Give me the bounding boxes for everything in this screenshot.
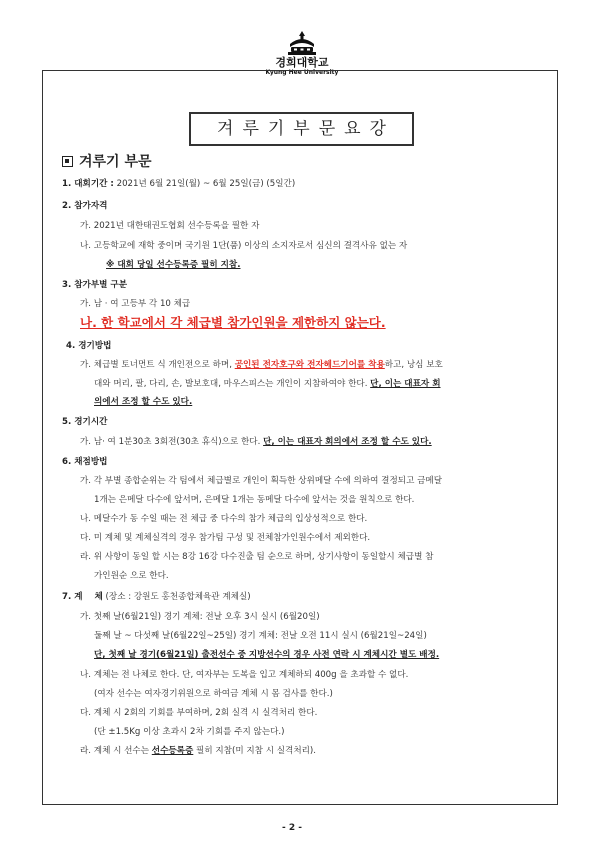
weighin-item-ra-post: 필히 지참(미 지참 시 실격처리).: [193, 746, 317, 756]
period-label: 1. 대회기간 :: [62, 179, 114, 189]
square-bullet-icon: [62, 156, 73, 167]
weighin-item-ra: [80, 745, 316, 757]
scoring-item-ra-1: 라. 위 사항이 동일 할 시는 8강 16강 다수진출 팀 순으로 하며, 상기사항이 동일할시 체급별 참: [80, 552, 434, 562]
weighin-heading-line: [62, 591, 251, 603]
scoring-item-ga-2: 1개는 은메달 다수에 앞서며, 은메달 1개는 동메달 다수에 앞서는 것을 원칙으로 한다.: [94, 495, 415, 505]
university-emblem-icon: [285, 30, 319, 56]
method-line-1-pre: 가. 체급별 토너먼트 식 개인전으로 하며,: [80, 360, 235, 370]
eligibility-item-na: 나. 고등학교에 재학 중이며 국기원 1단(품) 이상의 소지자로서 심신의 결격사유 없는 자: [80, 241, 408, 251]
scoring-item-na: 나. 메달수가 동 수일 때는 전 체급 중 다수의 참가 체급의 입상성적으로 한다.: [80, 514, 368, 524]
scoring-heading: 6. 채점방법: [62, 457, 108, 467]
method-line-1: [80, 359, 443, 371]
weighin-item-ga-1: 가. 첫째 날(6월21일) 경기 계체: 전날 오후 3시 실시 (6월20일): [80, 612, 320, 622]
method-line-1-post: 하고, 낭심 보호: [384, 360, 443, 370]
division-heading: 3. 참가부별 구분: [62, 280, 128, 290]
method-line-2-pre: 대와 머리, 팔, 다리, 손, 발보호대, 마우스피스는 개인이 지참하여야 한다.: [94, 379, 371, 389]
duration-heading: 5. 경기시간: [62, 417, 108, 427]
division-item-na: 나. 한 학교에서 각 체급별 참가인원을 제한하지 않는다.: [80, 315, 386, 330]
period-text: 2021년 6월 21일(월) ~ 6월 25일(금) (5일간): [116, 179, 296, 189]
method-line-2: [94, 378, 441, 390]
section-heading-text: 겨루기 부문: [79, 154, 152, 170]
section-heading: [62, 151, 152, 171]
scoring-item-da: 다. 미 계체 및 계체실격의 경우 참가팀 구성 및 전체참가인원수에서 제외한다.: [80, 533, 371, 543]
page-number: - 2 -: [282, 823, 302, 833]
weighin-item-na-2: (여자 선수는 여자경기위원으로 하여금 계체 시 몸 검사를 한다.): [94, 689, 333, 699]
weighin-place: (장소 : 강원도 홍천종합체육관 계체실): [105, 592, 251, 602]
eligibility-heading: 2. 참가자격: [62, 201, 108, 211]
weighin-item-ra-bold: 선수등록증: [151, 746, 194, 756]
weighin-item-ga-2: 둘째 날 ~ 다섯째 날(6월22일~25일) 경기 계체: 전날 오전 11시 실시 (6월21일~24일): [94, 631, 427, 641]
eligibility-note: ※ 대회 당일 선수등록증 필히 지참.: [106, 260, 241, 270]
method-line-3: 의에서 조정 할 수도 있다.: [94, 397, 193, 407]
weighin-item-ga-3: 단, 첫째 날 경기(6월21일) 출전선수 중 지방선수의 경우 사전 연락 시 계체시간 별도 배정.: [94, 650, 440, 660]
logo-name-korean: 경희대학교: [275, 56, 329, 69]
weighin-item-da-1: 다. 계체 시 2회의 기회를 부여하며, 2회 실격 시 실격처리 한다.: [80, 708, 318, 718]
scoring-item-ga-1: 가. 각 부별 종합순위는 각 팀에서 체급별로 개인이 획득한 상위메달 수에 의하여 결정되고 금메달: [80, 476, 443, 486]
weighin-heading: 7. 계 체: [62, 592, 103, 602]
weighin-item-da-2: (단 ±1.5Kg 이상 초과시 2차 기회를 주지 않는다.): [94, 727, 285, 737]
duration-item-bold: 단, 이는 대표자 회의에서 조정 할 수도 있다.: [263, 437, 432, 447]
method-line-1-highlight: 공인된 전자호구와 전자헤드기어를 착용: [234, 360, 385, 370]
method-heading: 4. 경기방법: [66, 341, 112, 351]
division-item-ga: 가. 남 · 여 고등부 각 10 체급: [80, 299, 191, 309]
document-title: 겨루기부문요강: [189, 112, 414, 146]
duration-item-ga: [80, 436, 432, 448]
method-line-2-bold: 단, 이는 대표자 회: [370, 379, 441, 389]
period-line: [62, 178, 295, 190]
weighin-item-na-1: 나. 계체는 전 나체로 한다. 단, 여자부는 도복을 입고 계체하되 400g 을 초과할 수 없다.: [80, 670, 409, 680]
scoring-item-ra-2: 가인원순 으로 한다.: [94, 571, 169, 581]
eligibility-item-ga: 가. 2021년 대한태권도협회 선수등록을 필한 자: [80, 221, 260, 231]
logo-name-english: Kyung Hee University: [265, 69, 339, 76]
duration-item-pre: 가. 남· 여 1분30초 3회전(30초 휴식)으로 한다.: [80, 437, 264, 447]
weighin-item-ra-pre: 라. 계체 시 선수는: [80, 746, 152, 756]
